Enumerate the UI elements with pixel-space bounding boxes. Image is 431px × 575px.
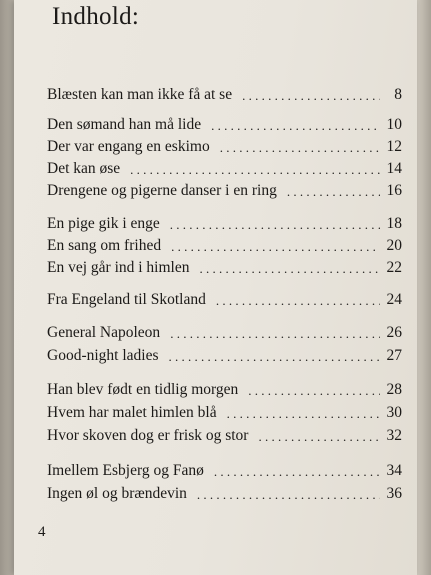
toc-entry — [47, 320, 402, 342]
toc-entry-page: 27 — [386, 347, 402, 364]
dot-leader — [220, 140, 380, 156]
toc-entry — [47, 211, 402, 233]
toc-entry — [47, 178, 402, 200]
toc-entry-page: 8 — [394, 86, 402, 103]
toc-entry-title: Ingen øl og brændevin — [47, 485, 187, 502]
toc-entry — [47, 233, 402, 255]
toc-entry-page: 32 — [386, 427, 402, 444]
toc-entry-title: Drengene og pigerne danser i en ring — [47, 182, 277, 199]
toc-entry-title: Imellem Esbjerg og Fanø — [47, 462, 204, 479]
toc-entry-title: Den sømand han må lide — [47, 116, 202, 133]
toc-entry-page: 14 — [386, 160, 402, 177]
dot-leader — [216, 293, 380, 309]
toc-entry-title: Hvor skoven dog er frisk og stor — [47, 427, 249, 444]
toc-entry — [47, 423, 402, 445]
toc-entry — [47, 400, 402, 422]
toc-entry-title: Good-night ladies — [47, 347, 159, 364]
footer-page-number: 4 — [38, 524, 46, 540]
toc-entry-title: Blæsten kan man ikke få at se — [47, 86, 233, 103]
toc-entry-page: 18 — [386, 215, 402, 232]
toc-entry-page: 34 — [386, 462, 402, 479]
toc-entry-title: Det kan øse — [47, 160, 121, 177]
page-title: Indhold: — [52, 3, 140, 30]
toc-entry — [47, 82, 402, 104]
toc-entry — [47, 134, 402, 156]
toc-entry-page: 22 — [386, 259, 402, 276]
toc-entry-page: 28 — [386, 381, 402, 398]
toc-entry-title: Hvem har malet himlen blå — [47, 404, 217, 421]
dot-leader — [227, 406, 380, 422]
toc-entry — [47, 112, 402, 134]
dot-leader — [197, 487, 380, 503]
toc-entry-page: 16 — [386, 182, 402, 199]
toc-entry-title: General Napoleon — [47, 324, 161, 341]
dot-leader — [170, 217, 380, 233]
toc-entry — [47, 255, 402, 277]
book-page — [14, 0, 417, 575]
toc-entry — [47, 343, 402, 365]
dot-leader — [258, 429, 380, 445]
toc-entry-title: En vej går ind i himlen — [47, 259, 190, 276]
toc-entry-title: En pige gik i enge — [47, 215, 160, 232]
toc-entry — [47, 458, 402, 480]
dot-leader — [169, 349, 381, 365]
toc-entry-page: 12 — [386, 138, 402, 155]
toc-entry — [47, 481, 402, 503]
toc-entry-page: 30 — [386, 404, 402, 421]
dot-leader — [171, 239, 380, 255]
dot-leader — [170, 326, 380, 342]
toc-entry-title: Han blev født en tidlig morgen — [47, 381, 239, 398]
page-edge — [417, 0, 431, 575]
dot-leader — [242, 88, 380, 104]
dot-leader — [287, 184, 380, 200]
book-spine-shadow — [0, 0, 14, 575]
dot-leader — [130, 162, 380, 178]
toc-entry-page: 10 — [386, 116, 402, 133]
dot-leader — [214, 464, 380, 480]
dot-leader — [199, 261, 380, 277]
toc-entry-page: 36 — [386, 485, 402, 502]
toc-entry-page: 26 — [386, 324, 402, 341]
dot-leader — [248, 383, 380, 399]
toc-entry-title: Fra Engeland til Skotland — [47, 291, 206, 308]
toc-entry-title: Der var engang en eskimo — [47, 138, 210, 155]
toc-entry — [47, 156, 402, 178]
toc-entry-title: En sang om frihed — [47, 237, 162, 254]
toc-entry-page: 20 — [386, 237, 402, 254]
toc-entry — [47, 377, 402, 399]
dot-leader — [211, 118, 380, 134]
toc-entry — [47, 287, 402, 309]
toc-entry-page: 24 — [386, 291, 402, 308]
